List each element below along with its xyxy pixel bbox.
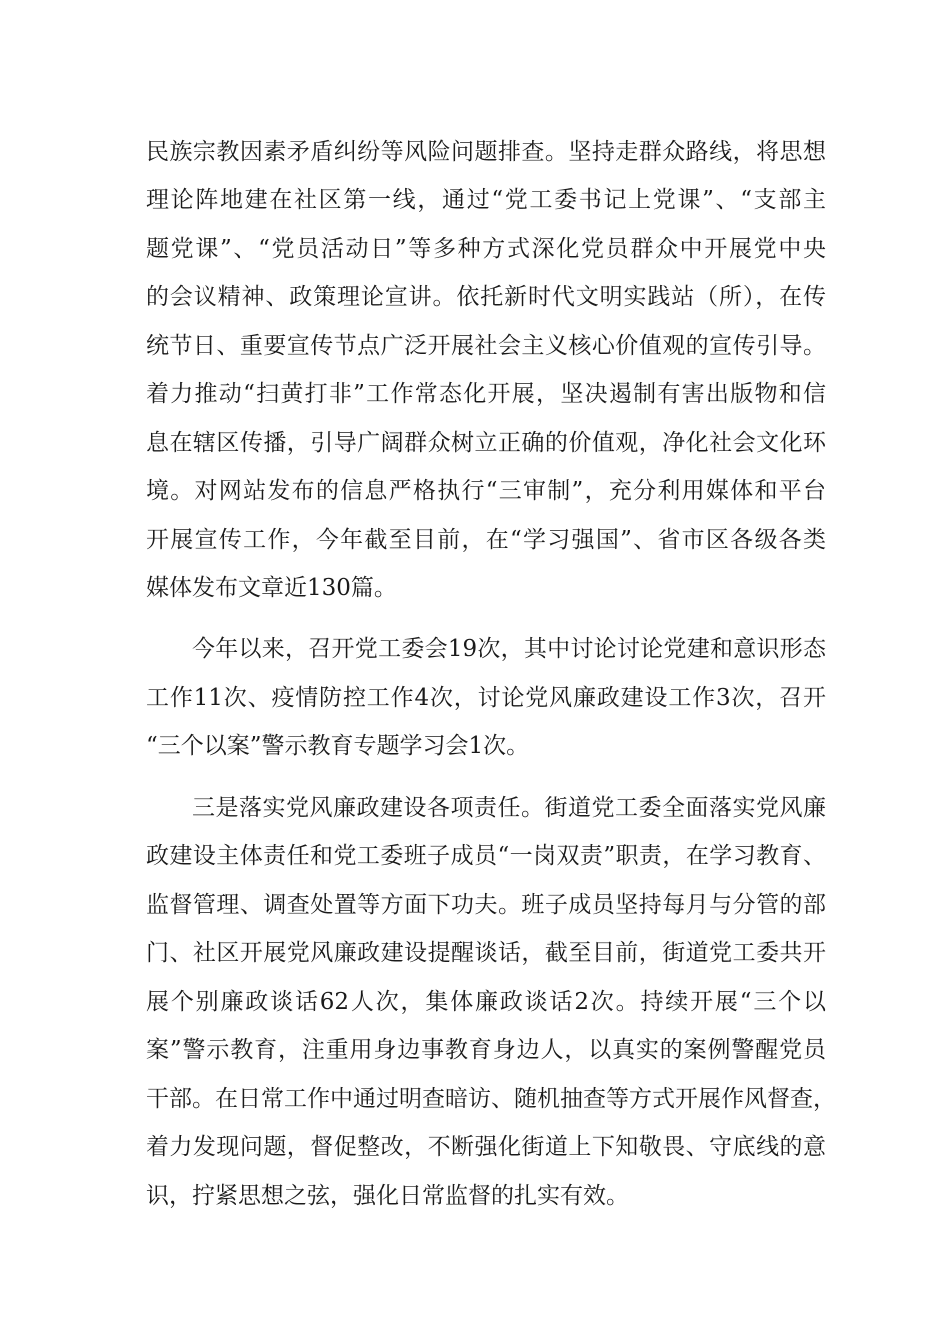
paragraph-1-line-7: 息在辖区传播，引导广阔群众树立正确的价值观，净化社会文化环	[146, 430, 826, 456]
paragraph-1-line-3: 题党课”、“党员活动日”等多种方式深化党员群众中开展党中央	[146, 236, 826, 262]
paragraph-3-line-8: 着力发现问题，督促整改，不断强化街道上下知敬畏、守底线的意	[146, 1134, 826, 1160]
paragraph-3-line-9: 识，拧紧思想之弦，强化日常监督的扎实有效。	[146, 1183, 629, 1209]
paragraph-1-line-10: 媒体发布文章近130篇。	[146, 575, 397, 601]
paragraph-2-line-1: 今年以来，召开党工委会19次，其中讨论讨论党建和意识形态	[192, 636, 826, 662]
paragraph-2-line-3: “三个以案”警示教育专题学习会1次。	[146, 733, 530, 759]
paragraph-3-line-5: 展个别廉政谈话62人次，集体廉政谈话2次。持续开展“三个以	[146, 989, 826, 1015]
paragraph-3-line-7: 干部。在日常工作中通过明查暗访、随机抽查等方式开展作风督查，	[146, 1086, 836, 1112]
paragraph-3-line-3: 监督管理、调查处置等方面下功夫。班子成员坚持每月与分管的部	[146, 892, 826, 918]
paragraph-1-line-2: 理论阵地建在社区第一线，通过“党工委书记上党课”、“支部主	[146, 187, 826, 213]
paragraph-1-line-6: 着力推动“扫黄打非”工作常态化开展，坚决遏制有害出版物和信	[146, 381, 826, 407]
paragraph-3-line-2: 政建设主体责任和党工委班子成员“一岗双责”职责，在学习教育、	[146, 843, 826, 869]
paragraph-1-line-9: 开展宣传工作，今年截至目前，在“学习强国”、省市区各级各类	[146, 527, 826, 553]
paragraph-3-line-6: 案”警示教育，注重用身边事教育身边人，以真实的案例警醒党员	[146, 1037, 826, 1063]
paragraph-1-line-8: 境。对网站发布的信息严格执行“三审制”，充分利用媒体和平台	[146, 478, 826, 504]
paragraph-1-line-1: 民族宗教因素矛盾纠纷等风险问题排查。坚持走群众路线，将思想	[146, 139, 826, 165]
paragraph-1-line-4: 的会议精神、政策理论宣讲。依托新时代文明实践站（所），在传	[146, 284, 826, 310]
paragraph-2-line-2: 工作11次、疫情防控工作4次，讨论党风廉政建设工作3次，召开	[146, 685, 826, 711]
paragraph-1-line-5: 统节日、重要宣传节点广泛开展社会主义核心价值观的宣传引导。	[146, 333, 826, 359]
paragraph-3-line-1: 三是落实党风廉政建设各项责任。街道党工委全面落实党风廉	[192, 795, 826, 821]
paragraph-3-line-4: 门、社区开展党风廉政建设提醒谈话，截至目前，街道党工委共开	[146, 940, 826, 966]
